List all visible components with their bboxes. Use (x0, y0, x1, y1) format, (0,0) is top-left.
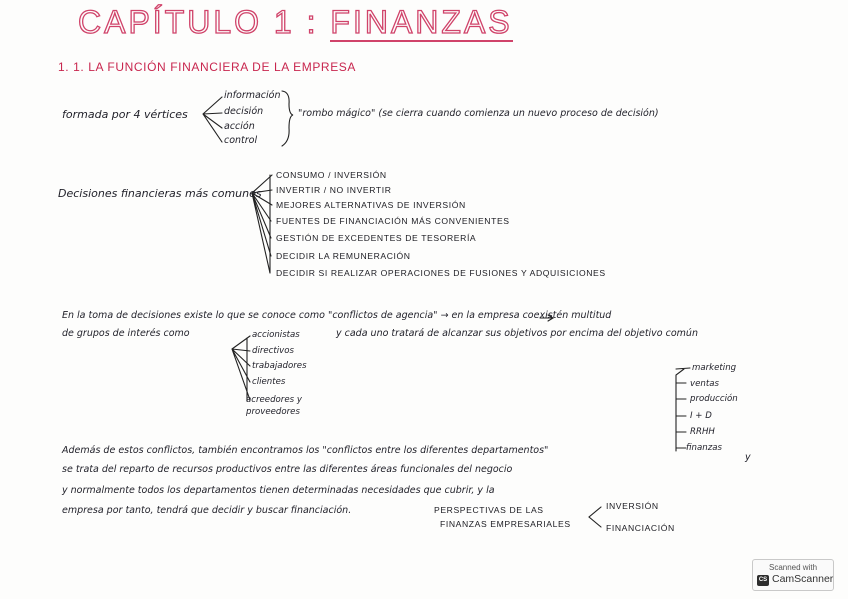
decision-item: DECIDIR LA REMUNERACIÓN (276, 251, 411, 261)
rombo-magico-note: "rombo mágico" (se cierra cuando comienza un nuevo proceso de decisión) (298, 108, 659, 119)
decision-item: MEJORES ALTERNATIVAS DE INVERSIÓN (276, 200, 466, 210)
section-heading: 1. 1. LA FUNCIÓN FINANCIERA DE LA EMPRESA (58, 60, 357, 74)
department-item: RRHH (690, 427, 715, 437)
camscanner-badge (752, 559, 834, 591)
conflicts-line-2: se trata del reparto de recursos productivos entre las diferentes áreas funcionales del negocio (62, 464, 513, 475)
vertex-item: información (224, 90, 281, 101)
agency-line-2a: de grupos de interés como (62, 328, 190, 339)
trailing-y: y (745, 452, 751, 463)
interest-group: acreedores y proveedores (246, 395, 302, 417)
agency-line-2b: y cada uno tratará de alcanzar sus objetivos por encima del objetivo común (336, 328, 698, 339)
perspective-option: INVERSIÓN (606, 501, 659, 511)
title-prefix: CAPÍTULO 1 : (78, 4, 319, 40)
vertex-item: decisión (224, 106, 264, 117)
decision-item: CONSUMO / INVERSIÓN (276, 170, 387, 180)
agency-line-1: En la toma de decisiones existe lo que se conoce como "conflictos de agencia" → en la empresa coexistén multitud (62, 310, 612, 321)
vertices-intro: formada por 4 vértices (62, 108, 188, 121)
conflicts-line-4: empresa por tanto, tendrá que decidir y buscar financiación. (62, 505, 352, 516)
department-item: marketing (692, 363, 737, 373)
decisions-intro: Decisiones financieras más comunes (58, 187, 262, 200)
department-item: I + D (690, 411, 712, 421)
decision-item: GESTIÓN DE EXCEDENTES DE TESORERÍA (276, 233, 477, 243)
title-word: FINANZAS (330, 4, 513, 40)
badge-name-text: CamScanner (772, 573, 834, 585)
department-item: producción (690, 394, 738, 404)
camscanner-logo-icon: CS (757, 575, 769, 586)
conflicts-line-1: Además de estos conflictos, también encontramos los "conflictos entre los diferentes departamentos" (62, 445, 549, 456)
department-item: finanzas (686, 443, 722, 453)
vertex-item: acción (224, 121, 255, 132)
perspectives-label-b: FINANZAS EMPRESARIALES (440, 519, 571, 529)
interest-group: trabajadores (252, 361, 307, 371)
vertex-item: control (224, 135, 258, 146)
interest-group: directivos (252, 346, 294, 356)
interest-group: accionistas (252, 330, 300, 340)
conflicts-line-3: y normalmente todos los departamentos tienen determinadas necesidades que cubrir, y la (62, 485, 495, 496)
badge-top-text: Scanned with (768, 563, 818, 572)
perspectives-label-a: PERSPECTIVAS DE LAS (434, 505, 544, 515)
perspective-option: FINANCIACIÓN (606, 523, 675, 533)
decision-item: DECIDIR SI REALIZAR OPERACIONES DE FUSIONES Y ADQUISICIONES (276, 268, 606, 278)
decision-item: FUENTES DE FINANCIACIÓN MÁS CONVENIENTES (276, 216, 510, 226)
department-item: ventas (690, 379, 719, 389)
decision-item: INVERTIR / NO INVERTIR (276, 185, 392, 195)
interest-group: clientes (252, 377, 286, 387)
